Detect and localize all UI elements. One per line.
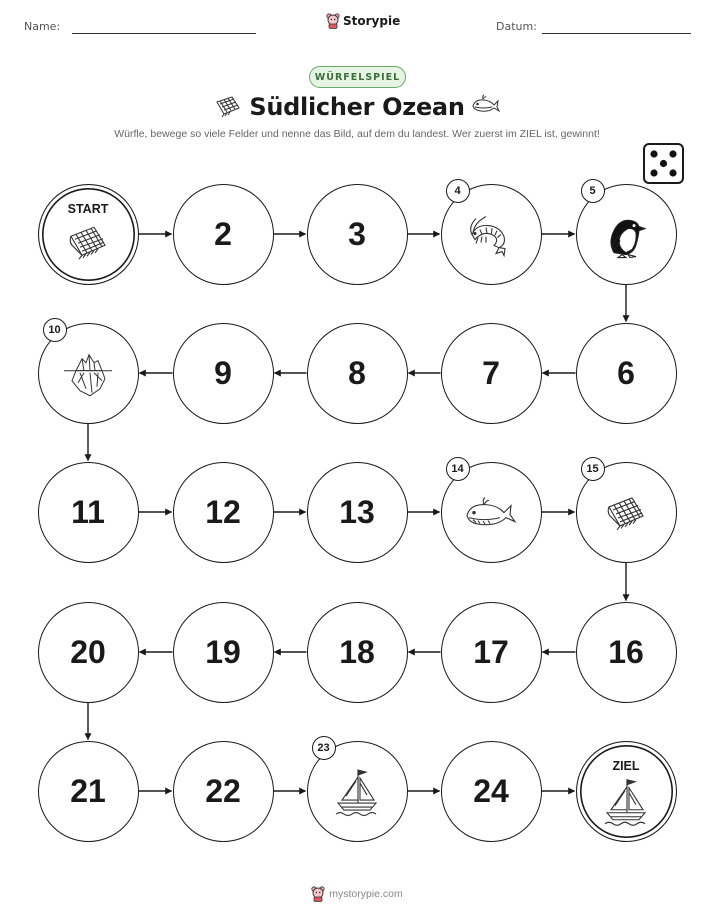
cell-7 [441,323,542,424]
cell-label: START [67,201,109,216]
instructions: Würfle, bewege so viele Felder und nenne das Bild, auf dem du landest. Wer zuerst im ZIEL ist, gewinnt! [114,128,600,140]
game-type-badge: WÜRFELSPIEL [309,66,406,88]
cell-number: 3 [348,215,366,252]
cell-8 [307,323,408,424]
whale-icon [464,496,518,535]
sailboat-icon [334,767,380,824]
cell-3 [307,184,408,285]
sailboat-icon [603,777,649,834]
cell-number: 21 [70,772,106,809]
cell-number: 7 [482,354,500,391]
cell-18 [307,602,408,703]
cell-24 [441,741,542,842]
cell-17 [441,602,542,703]
cell-number: 11 [71,493,105,530]
shrimp-icon [466,213,516,264]
cell-number: 6 [617,354,635,391]
cell-start [38,184,139,285]
cell-14 [441,462,542,563]
blanket-icon [67,223,109,266]
cell-20 [38,602,139,703]
cell-6 [576,323,677,424]
cell-2 [173,184,274,285]
cell-21 [38,741,139,842]
iceberg-icon [62,351,114,404]
cell-9 [173,323,274,424]
footer [0,886,714,902]
cell-10 [38,323,139,424]
cell-number: 24 [473,772,509,809]
cell-number: 19 [205,633,241,670]
cell-number: 16 [608,633,644,670]
cell-number-badge: 14 [446,457,470,481]
name-label: Name: [24,20,61,33]
footer-url: mystorypie.com [329,888,403,900]
cell-number-badge: 5 [581,179,605,203]
logo-text: Storypie [343,14,401,28]
cell-number: 2 [214,215,232,252]
cell-number: 18 [339,633,375,670]
cell-number: 20 [70,633,106,670]
bear-mascot-icon [311,886,325,902]
cell-23 [307,741,408,842]
cell-12 [173,462,274,563]
cell-number-badge: 23 [312,736,336,760]
blanket-icon [605,494,647,537]
cell-5 [576,184,677,285]
cell-number-badge: 10 [43,318,67,342]
cell-number-badge: 15 [581,457,605,481]
cell-4 [441,184,542,285]
cell-13 [307,462,408,563]
cell-16 [576,602,677,703]
page-title: Südlicher Ozean [249,93,465,121]
cell-22 [173,741,274,842]
date-label: Datum: [496,20,537,33]
cell-label: ZIEL [612,758,640,773]
cell-number: 13 [339,493,375,530]
cell-11 [38,462,139,563]
cell-number: 12 [205,493,241,530]
cell-number: 8 [348,354,366,391]
cell-number-badge: 4 [446,179,470,203]
cell-15 [576,462,677,563]
cell-19 [173,602,274,703]
cell-number: 22 [205,772,241,809]
penguin-icon [604,213,648,264]
cell-number: 17 [473,633,509,670]
cell-number: 9 [214,354,232,391]
cell-ziel [576,741,677,842]
